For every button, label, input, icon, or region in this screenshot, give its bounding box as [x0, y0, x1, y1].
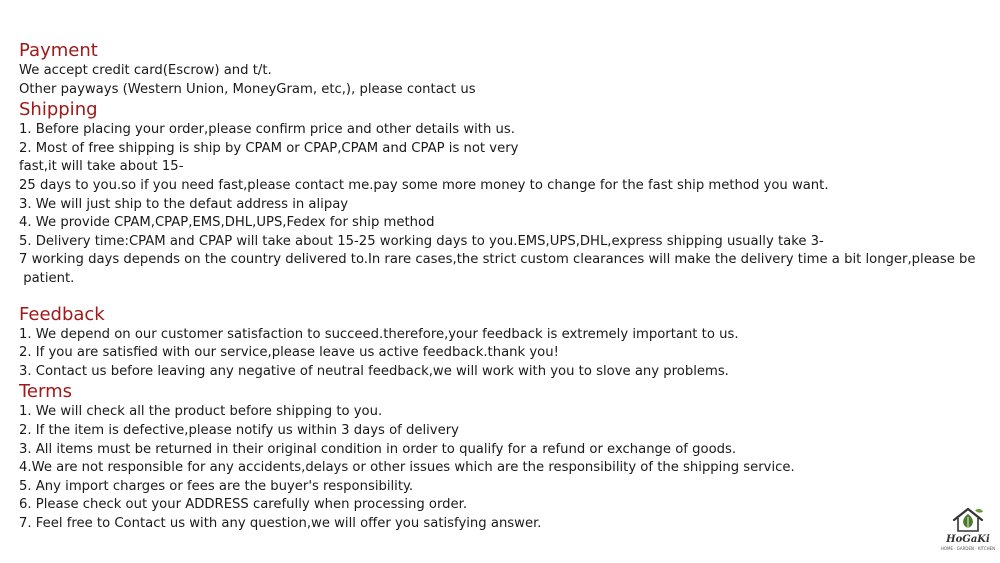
- payment-line: We accept credit card(Escrow) and t/t.: [19, 63, 272, 78]
- terms-line: 4.We are not responsible for any accidents,delays or other issues which are the responsibility of the shipping service.: [19, 460, 795, 476]
- policy-content: [19, 40, 989, 533]
- shipping-section: [19, 99, 989, 288]
- payment-heading: Payment: [19, 40, 98, 61]
- shipping-line: 4. We provide CPAM,CPAP,EMS,DHL,UPS,Fedex for ship method: [19, 215, 435, 231]
- shipping-heading: Shipping: [19, 99, 98, 121]
- brand-logo: [938, 504, 998, 554]
- shipping-line: 3. We will just ship to the defaut address in alipay: [19, 196, 349, 212]
- terms-line: 3. All items must be returned in their original condition in order to qualify for a refund or exchange of goods.: [19, 441, 737, 457]
- payment-line: Other payways (Western Union, MoneyGram, etc,), please contact us: [19, 81, 476, 97]
- shipping-line: 2. Most of free shipping is ship by CPAM or CPAP,CPAM and CPAP is not very: [19, 140, 519, 156]
- terms-line: 6. Please check out your ADDRESS carefully when processing order.: [19, 497, 468, 513]
- payment-section: [19, 40, 989, 99]
- shipping-line: 25 days to you.so if you need fast,please contact me.pay some more money to change for the fast ship method you want.: [19, 177, 829, 193]
- feedback-line: 2. If you are satisfied with our service,please leave us active feedback.thank you!: [19, 345, 559, 361]
- terms-line: 2. If the item is defective,please notify us within 3 days of delivery: [19, 422, 459, 438]
- shipping-line: 5. Delivery time:CPAM and CPAP will take about 15-25 working days to you.EMS,UPS,DHL,express shipping usually take 3-: [19, 233, 824, 249]
- feedback-heading: Feedback: [19, 303, 105, 325]
- shipping-line: fast,it will take about 15-: [19, 159, 184, 175]
- shipping-line: patient.: [19, 270, 75, 286]
- terms-line: 7. Feel free to Contact us with any question,we will offer you satisfying answer.: [19, 515, 542, 531]
- section-spacer: [19, 289, 989, 304]
- leaf-house-logo-icon: [951, 504, 985, 534]
- brand-name: HoGaKi: [946, 534, 990, 545]
- feedback-line: 3. Contact us before leaving any negative of neutral feedback,we will work with you to slove any problems.: [19, 363, 729, 379]
- terms-line: 5. Any import charges or fees are the buyer's responsibility.: [19, 478, 414, 494]
- terms-line: 1. We will check all the product before shipping to you.: [19, 404, 383, 420]
- shipping-line: 1. Before placing your order,please confirm price and other details with us.: [19, 122, 515, 138]
- feedback-section: [19, 304, 989, 382]
- feedback-line: 1. We depend on our customer satisfaction to succeed.therefore,your feedback is extremely important to us.: [19, 326, 739, 342]
- shipping-line: 7 working days depends on the country delivered to.In rare cases,the strict custom clearances will make the delivery time a bit longer,please be: [19, 252, 976, 268]
- terms-heading: Terms: [19, 381, 73, 403]
- terms-section: [19, 381, 989, 533]
- brand-tagline: HOME · GARDEN · KITCHEN: [940, 546, 996, 551]
